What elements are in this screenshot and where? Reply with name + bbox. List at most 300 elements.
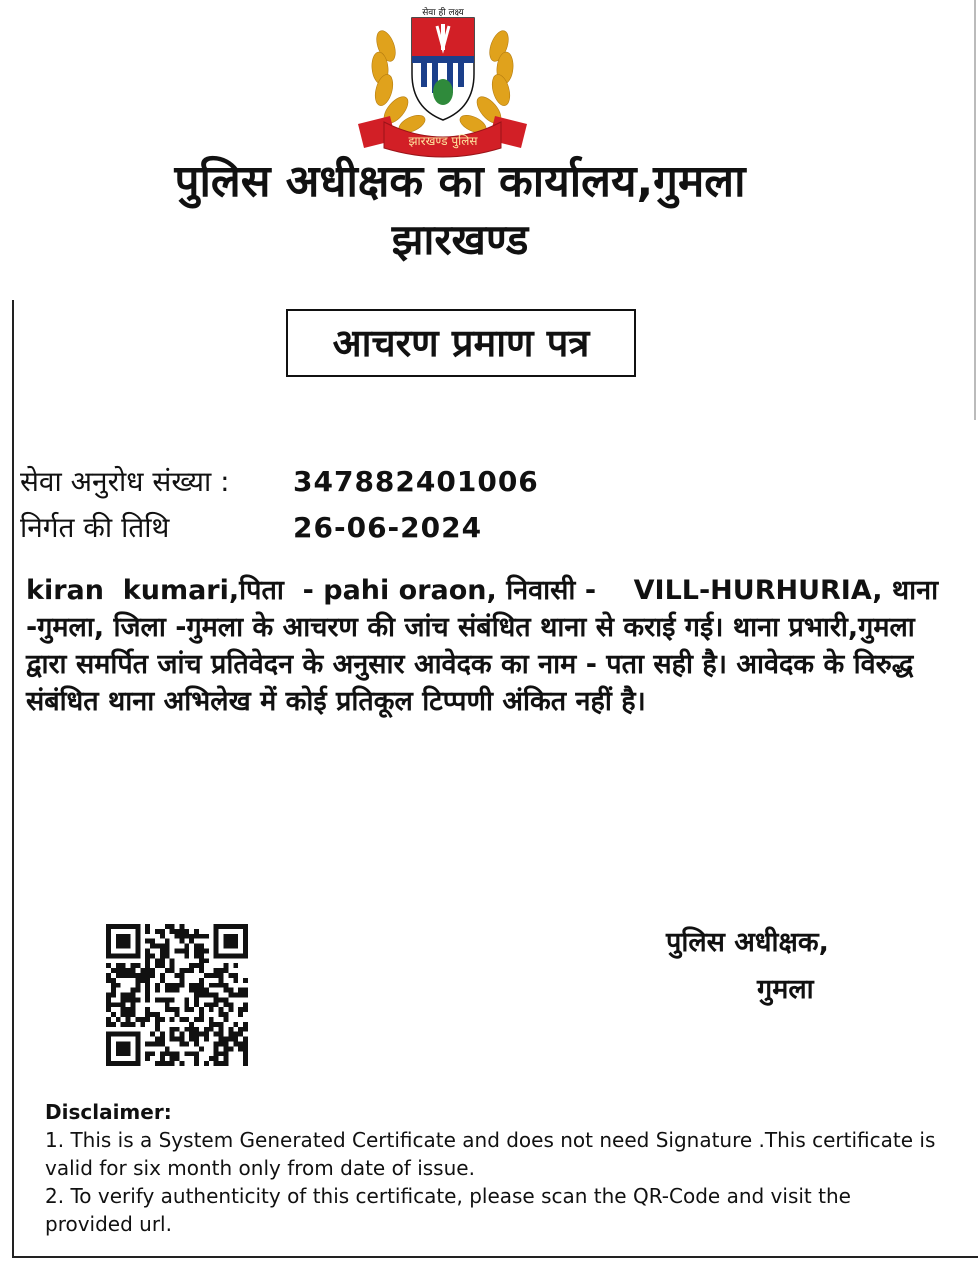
qr-module: [155, 988, 160, 993]
qr-module: [228, 939, 233, 944]
qr-module: [160, 1032, 165, 1037]
qr-module: [116, 968, 121, 973]
qr-module: [160, 953, 165, 958]
qr-module: [135, 978, 140, 983]
qr-module: [243, 1042, 248, 1047]
qr-module: [233, 978, 238, 983]
qr-module: [204, 1002, 209, 1007]
qr-module: [243, 948, 248, 953]
qr-module: [165, 983, 170, 988]
qr-module: [135, 1042, 140, 1047]
qr-module: [170, 1056, 175, 1061]
qr-module: [219, 1007, 224, 1012]
qr-module: [111, 1012, 116, 1017]
qr-module: [150, 939, 155, 944]
qr-module: [126, 924, 131, 929]
qr-module: [155, 1017, 160, 1022]
qr-module: [214, 953, 219, 958]
certificate-title: आचरण प्रमाण पत्र: [286, 309, 636, 377]
qr-module: [214, 968, 219, 973]
qr-module: [130, 1012, 135, 1017]
qr-module: [224, 924, 229, 929]
qr-module: [155, 1012, 160, 1017]
qr-module: [243, 953, 248, 958]
qr-module: [175, 1027, 180, 1032]
qr-module: [209, 1007, 214, 1012]
qr-module: [214, 973, 219, 978]
qr-module: [238, 988, 243, 993]
qr-module: [140, 978, 145, 983]
disclaimer-item-1: 1. This is a System Generated Certificate and does not need Signature .This certificate is valid for six month only from date of issue.: [45, 1128, 936, 1180]
qr-module: [224, 1061, 229, 1066]
issue-date-value: 26-06-2024: [293, 511, 483, 544]
qr-module: [179, 1042, 184, 1047]
qr-module: [126, 993, 131, 998]
qr-module: [155, 997, 160, 1002]
qr-module: [121, 944, 126, 949]
qr-module: [184, 1002, 189, 1007]
qr-module: [145, 1042, 150, 1047]
qr-module: [116, 1032, 121, 1037]
qr-module: [145, 978, 150, 983]
qr-module: [209, 1002, 214, 1007]
qr-module: [140, 973, 145, 978]
disclaimer-item-2: 2. To verify authenticity of this certificate, please scan the QR-Code and visit the provided url.: [45, 1184, 851, 1236]
qr-module: [233, 973, 238, 978]
qr-module: [170, 1027, 175, 1032]
qr-module: [214, 1002, 219, 1007]
qr-module: [228, 993, 233, 998]
office-title: पुलिस अधीक्षक का कार्यालय,गुमला: [174, 156, 746, 207]
qr-module: [126, 1061, 131, 1066]
qr-module: [194, 988, 199, 993]
qr-module: [160, 929, 165, 934]
qr-module: [165, 939, 170, 944]
qr-module: [228, 1032, 233, 1037]
page-border-bottom: [12, 1256, 978, 1258]
qr-module: [145, 1056, 150, 1061]
qr-module: [199, 948, 204, 953]
qr-module: [111, 1032, 116, 1037]
applicant-address: VILL-HURHURIA: [633, 575, 873, 606]
qr-module: [126, 1032, 131, 1037]
qr-module: [145, 1012, 150, 1017]
qr-module: [224, 1056, 229, 1061]
qr-module: [165, 1046, 170, 1051]
qr-module: [194, 983, 199, 988]
qr-module: [238, 1042, 243, 1047]
service-request-number: 347882401006: [293, 465, 539, 498]
qr-module: [194, 1051, 199, 1056]
qr-module: [194, 1002, 199, 1007]
qr-module: [199, 1007, 204, 1012]
page-border-right: [974, 0, 976, 420]
qr-module: [130, 1007, 135, 1012]
qr-module: [214, 924, 219, 929]
qr-module: [130, 973, 135, 978]
qr-module: [189, 1027, 194, 1032]
qr-module: [111, 1002, 116, 1007]
qr-module: [106, 1046, 111, 1051]
qr-module: [219, 973, 224, 978]
qr-module: [219, 983, 224, 988]
emblem-ribbon-text: झारखण्ड पुलिस: [408, 134, 478, 148]
qr-module: [145, 924, 150, 929]
qr-module: [160, 978, 165, 983]
qr-module: [233, 939, 238, 944]
qr-module: [111, 983, 116, 988]
qr-module: [194, 1017, 199, 1022]
qr-module: [175, 1051, 180, 1056]
qr-module: [228, 973, 233, 978]
qr-module: [184, 1017, 189, 1022]
qr-module: [126, 1022, 131, 1027]
qr-module: [214, 997, 219, 1002]
qr-module: [194, 1061, 199, 1066]
qr-module: [184, 948, 189, 953]
qr-module: [126, 953, 131, 958]
qr-module: [145, 983, 150, 988]
qr-module: [204, 993, 209, 998]
qr-module: [189, 1007, 194, 1012]
qr-module: [135, 1056, 140, 1061]
qr-module: [243, 1002, 248, 1007]
qr-module: [224, 1037, 229, 1042]
qr-module: [214, 1042, 219, 1047]
qr-module: [189, 1051, 194, 1056]
qr-module: [243, 1061, 248, 1066]
qr-module: [214, 944, 219, 949]
qr-module: [194, 1032, 199, 1037]
qr-module: [135, 973, 140, 978]
qr-module: [165, 1007, 170, 1012]
qr-module: [111, 988, 116, 993]
qr-module: [135, 983, 140, 988]
qr-module: [209, 1056, 214, 1061]
qr-module: [135, 924, 140, 929]
qr-module: [111, 968, 116, 973]
qr-module: [106, 978, 111, 983]
qr-module: [224, 934, 229, 939]
qr-module: [204, 1032, 209, 1037]
page-border-left: [12, 300, 14, 1258]
qr-module: [160, 944, 165, 949]
qr-module: [228, 934, 233, 939]
qr-module: [150, 1032, 155, 1037]
qr-module: [219, 953, 224, 958]
qr-module: [243, 1027, 248, 1032]
qr-module: [145, 939, 150, 944]
qr-module: [155, 963, 160, 968]
qr-module: [170, 1061, 175, 1066]
qr-module: [228, 953, 233, 958]
qr-module: [199, 1012, 204, 1017]
qr-module: [189, 988, 194, 993]
qr-module: [106, 1022, 111, 1027]
qr-module: [184, 968, 189, 973]
qr-module: [199, 978, 204, 983]
qr-module: [219, 1022, 224, 1027]
qr-module: [199, 963, 204, 968]
qr-module: [189, 963, 194, 968]
qr-module: [238, 1027, 243, 1032]
qr-module: [160, 948, 165, 953]
qr-module: [179, 1017, 184, 1022]
qr-module: [224, 968, 229, 973]
qr-module: [228, 988, 233, 993]
qr-module: [121, 997, 126, 1002]
qr-module: [121, 1046, 126, 1051]
qr-module: [170, 929, 175, 934]
qr-module: [135, 929, 140, 934]
qr-module: [238, 1007, 243, 1012]
qr-module: [238, 1046, 243, 1051]
qr-module: [145, 948, 150, 953]
qr-module: [194, 1056, 199, 1061]
qr-module: [155, 944, 160, 949]
qr-module: [204, 1061, 209, 1066]
qr-module: [179, 1032, 184, 1037]
service-request-label: सेवा अनुरोध संख्या :: [20, 465, 230, 498]
qr-module: [209, 983, 214, 988]
qr-module: [224, 997, 229, 1002]
qr-module: [126, 1017, 131, 1022]
qr-module: [199, 944, 204, 949]
qr-module: [116, 1002, 121, 1007]
certificate-body: [26, 572, 961, 720]
issue-date-label: निर्गत की तिथि: [20, 511, 170, 544]
qr-module: [135, 934, 140, 939]
qr-module: [179, 948, 184, 953]
qr-module: [233, 934, 238, 939]
qr-module: [140, 968, 145, 973]
qr-module: [165, 948, 170, 953]
father-label: ,पिता -: [228, 575, 324, 606]
qr-module: [199, 993, 204, 998]
qr-module: [209, 993, 214, 998]
qr-module: [224, 1042, 229, 1047]
qr-module: [126, 1046, 131, 1051]
qr-module: [219, 1061, 224, 1066]
qr-module: [233, 1032, 238, 1037]
qr-module: [224, 1046, 229, 1051]
qr-module: [121, 1032, 126, 1037]
qr-module: [219, 1032, 224, 1037]
qr-module: [155, 983, 160, 988]
qr-module: [116, 1042, 121, 1047]
qr-module: [194, 963, 199, 968]
verification-qr-code[interactable]: [104, 924, 250, 1066]
service-request-row: [20, 462, 539, 502]
qr-module: [194, 948, 199, 953]
qr-module: [111, 1061, 116, 1066]
qr-module: [106, 1051, 111, 1056]
qr-module: [135, 1046, 140, 1051]
qr-module: [165, 953, 170, 958]
qr-module: [106, 997, 111, 1002]
qr-module: [170, 1032, 175, 1037]
qr-module: [179, 934, 184, 939]
jharkhand-police-emblem: [350, 2, 535, 162]
qr-module: [199, 934, 204, 939]
qr-module: [140, 1022, 145, 1027]
qr-module: [126, 973, 131, 978]
qr-module: [224, 939, 229, 944]
qr-module: [106, 963, 111, 968]
qr-module: [199, 958, 204, 963]
qr-module: [130, 993, 135, 998]
disclaimer: [45, 1098, 945, 1238]
qr-module: [111, 953, 116, 958]
qr-module: [243, 924, 248, 929]
qr-module: [194, 1042, 199, 1047]
emblem-motto: सेवा ही लक्ष्य: [422, 8, 464, 18]
qr-module: [238, 1012, 243, 1017]
qr-module: [130, 1022, 135, 1027]
qr-module: [233, 963, 238, 968]
qr-module: [126, 1051, 131, 1056]
qr-module: [155, 929, 160, 934]
qr-module: [219, 1042, 224, 1047]
qr-module: [214, 1046, 219, 1051]
applicant-name: kiran kumari: [26, 575, 229, 606]
qr-module: [219, 1051, 224, 1056]
signatory-city: गुमला: [757, 974, 814, 1005]
qr-module: [238, 953, 243, 958]
qr-module: [135, 1051, 140, 1056]
qr-module: [130, 1002, 135, 1007]
qr-module: [116, 1017, 121, 1022]
qr-module: [243, 993, 248, 998]
qr-module: [170, 968, 175, 973]
qr-module: [233, 924, 238, 929]
qr-module: [243, 934, 248, 939]
qr-module: [160, 1051, 165, 1056]
qr-module: [243, 1007, 248, 1012]
qr-module: [145, 997, 150, 1002]
qr-module: [189, 1032, 194, 1037]
qr-module: [170, 1037, 175, 1042]
qr-module: [243, 944, 248, 949]
qr-module: [184, 953, 189, 958]
qr-module: [199, 1032, 204, 1037]
qr-module: [243, 1051, 248, 1056]
qr-module: [121, 1002, 126, 1007]
qr-module: [116, 1061, 121, 1066]
qr-module: [126, 997, 131, 1002]
qr-module: [116, 983, 121, 988]
qr-module: [209, 1022, 214, 1027]
qr-module: [224, 1012, 229, 1017]
qr-module: [116, 924, 121, 929]
qr-module: [219, 968, 224, 973]
qr-module: [145, 1017, 150, 1022]
qr-module: [194, 1027, 199, 1032]
qr-module: [204, 958, 209, 963]
qr-module: [116, 934, 121, 939]
qr-module: [175, 929, 180, 934]
qr-module: [204, 973, 209, 978]
qr-module: [194, 944, 199, 949]
qr-module: [121, 1007, 126, 1012]
qr-module: [209, 973, 214, 978]
qr-module: [224, 1051, 229, 1056]
qr-module: [106, 1037, 111, 1042]
qr-module: [165, 997, 170, 1002]
qr-module: [135, 953, 140, 958]
qr-module: [170, 983, 175, 988]
qr-module: [179, 1061, 184, 1066]
qr-module: [116, 953, 121, 958]
qr-module: [135, 944, 140, 949]
qr-module: [199, 968, 204, 973]
qr-module: [121, 968, 126, 973]
qr-module: [194, 953, 199, 958]
qr-module: [150, 944, 155, 949]
qr-module: [121, 1061, 126, 1066]
qr-module: [184, 944, 189, 949]
qr-module: [126, 968, 131, 973]
qr-module: [106, 939, 111, 944]
qr-module: [194, 1037, 199, 1042]
qr-module: [170, 958, 175, 963]
qr-module: [170, 1051, 175, 1056]
qr-module: [243, 1037, 248, 1042]
qr-module: [214, 939, 219, 944]
qr-module: [126, 1042, 131, 1047]
qr-module: [184, 1007, 189, 1012]
qr-module: [179, 929, 184, 934]
qr-module: [160, 1042, 165, 1047]
qr-module: [145, 958, 150, 963]
qr-module: [170, 963, 175, 968]
qr-module: [150, 968, 155, 973]
qr-module: [233, 1037, 238, 1042]
qr-module: [150, 1012, 155, 1017]
qr-module: [121, 934, 126, 939]
qr-module: [106, 944, 111, 949]
qr-module: [214, 1051, 219, 1056]
qr-module: [145, 953, 150, 958]
qr-module: [219, 1037, 224, 1042]
qr-module: [121, 1012, 126, 1017]
qr-module: [228, 1027, 233, 1032]
qr-module: [184, 1051, 189, 1056]
qr-module: [175, 1037, 180, 1042]
qr-module: [121, 1042, 126, 1047]
qr-module: [135, 963, 140, 968]
disclaimer-heading: Disclaimer:: [45, 1100, 172, 1124]
qr-module: [189, 939, 194, 944]
qr-module: [189, 983, 194, 988]
qr-module: [224, 983, 229, 988]
qr-module: [116, 939, 121, 944]
qr-module: [106, 929, 111, 934]
qr-module: [160, 973, 165, 978]
qr-module: [170, 1017, 175, 1022]
qr-module: [106, 1061, 111, 1066]
qr-module: [130, 924, 135, 929]
qr-module: [175, 988, 180, 993]
qr-module: [214, 983, 219, 988]
qr-module: [199, 1017, 204, 1022]
qr-module: [199, 1046, 204, 1051]
qr-module: [106, 924, 111, 929]
qr-module: [116, 963, 121, 968]
father-name: pahi oraon: [323, 575, 487, 606]
qr-module: [179, 924, 184, 929]
qr-module: [243, 1022, 248, 1027]
